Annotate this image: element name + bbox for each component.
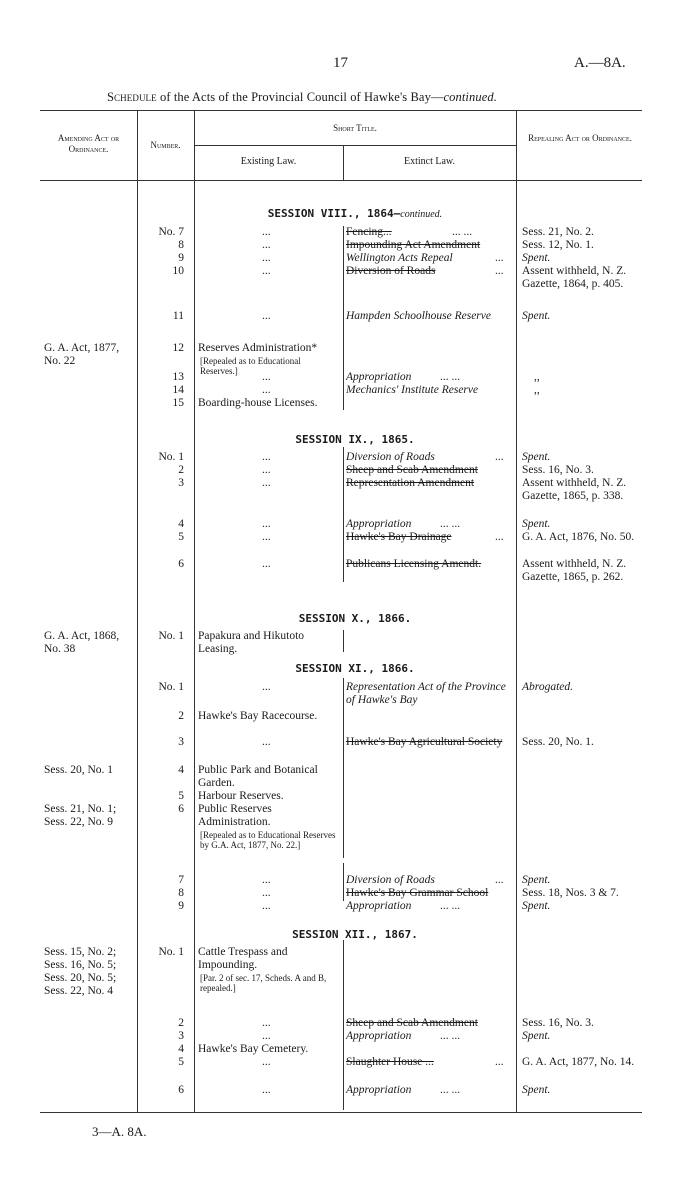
extinct-law: Appropriation (346, 900, 412, 912)
session-heading: SESSION XII., 1867. (292, 928, 418, 941)
schedule-title (107, 90, 497, 105)
act-number: 8 (178, 887, 184, 899)
repealing-act: Abrogated. (522, 681, 573, 693)
extinct-law: Hawke's Bay Drainage (346, 531, 452, 543)
act-number: 5 (178, 790, 184, 802)
act-number: 11 (172, 310, 184, 322)
short-title-subrule (194, 145, 516, 146)
repealing-act: Sess. 16, No. 3. (522, 464, 594, 476)
extinct-law: Mechanics' Institute Reserve (346, 384, 479, 396)
extinct-law: Sheep and Scab Amendment (346, 1017, 478, 1029)
extinct-law: Appropriation (346, 1084, 412, 1096)
repealing-act: Sess. 18, Nos. 3 & 7. (522, 887, 619, 899)
existing-law: ... (262, 1056, 271, 1068)
amending-act: Sess. 15, No. 2; Sess. 16, No. 5; Sess. 20, No. 5; Sess. 22, No. 4 (44, 946, 117, 997)
existing-law-note: [Par. 2 of sec. 17, Scheds. A and B, repealed.] (200, 973, 327, 993)
act-number: 3 (178, 736, 184, 748)
extinct-law: Diversion of Roads (346, 451, 435, 463)
page-number: 17 (333, 55, 348, 71)
extinct-law: Wellington Acts Repeal (346, 252, 453, 264)
amending-act: G. A. Act, 1868, No. 38 (44, 630, 120, 655)
existing-law: ... (262, 371, 271, 383)
leader-dots: ... (495, 1056, 504, 1068)
leader-dots: ... ... (440, 900, 461, 912)
existing-law: ... (262, 900, 271, 912)
repealing-act: Spent. (522, 1084, 551, 1096)
act-number: 9 (178, 252, 184, 264)
act-number: 5 (178, 1056, 184, 1068)
law-divider (343, 940, 344, 1110)
extinct-law: Hawke's Bay Grammar School (346, 887, 489, 899)
law-divider (343, 678, 344, 858)
leader-dots: ... (495, 531, 504, 543)
existing-law: Hawke's Bay Cemetery. (198, 1043, 309, 1055)
extinct-law: Representation Amendment (346, 477, 475, 489)
act-number: No. 1 (158, 630, 184, 642)
repealing-act: Spent. (522, 874, 551, 886)
act-number: 10 (172, 265, 184, 277)
act-number: 4 (178, 1043, 184, 1055)
existing-law: ... (262, 1017, 271, 1029)
repealing-act: G. A. Act, 1877, No. 14. (522, 1056, 635, 1068)
header-extinct-law: Extinct Law. (403, 156, 455, 167)
extinct-law: Impounding Act Amendment (346, 239, 481, 251)
existing-law: ... (262, 239, 271, 251)
extinct-law: Appropriation (346, 371, 412, 383)
leader-dots: ... ... (440, 1084, 461, 1096)
leader-dots: ... (495, 451, 504, 463)
act-number: 2 (178, 1017, 184, 1029)
existing-law: ... (262, 1030, 271, 1042)
act-number: No. 1 (158, 946, 184, 958)
existing-law: ... (262, 310, 271, 322)
act-number: 13 (172, 371, 184, 383)
act-number: 3 (178, 1030, 184, 1042)
act-number: 9 (178, 900, 184, 912)
act-number: 2 (178, 710, 184, 722)
header-existing-law: Existing Law. (240, 156, 297, 167)
repealing-act: ,, (534, 371, 540, 383)
existing-law: Harbour Reserves. (198, 790, 284, 802)
act-number: No. 1 (158, 451, 184, 463)
repealing-act: Assent withheld, N. Z. Gazette, 1865, p. 338. (522, 477, 627, 502)
header-short-title: Short Title. (333, 123, 377, 133)
existing-law: ... (262, 518, 271, 530)
header-amending: Amending Act or Ordinance. (57, 133, 120, 154)
existing-law: Papakura and Hikutoto Leasing. (198, 630, 305, 655)
leader-dots: ... (495, 252, 504, 264)
existing-law: ... (262, 477, 271, 489)
existing-law: Public Park and Botanical Garden. (198, 764, 318, 789)
act-number: 2 (178, 464, 184, 476)
document-reference: A.—8A. (574, 55, 626, 71)
table-bottom-rule (40, 1112, 642, 1113)
session-heading: SESSION IX., 1865. (295, 433, 415, 446)
existing-law: ... (262, 252, 271, 264)
existing-law-note: [Repealed as to Educational Reserves by G.A. Act, 1877, No. 22.] (200, 830, 336, 850)
extinct-law: Diversion of Roads (346, 874, 435, 886)
act-number: 6 (178, 1084, 184, 1096)
existing-law: Public Reserves Administration. (198, 803, 272, 828)
existing-law: ... (262, 384, 271, 396)
act-number: 4 (178, 518, 184, 530)
leader-dots: ... ... (452, 226, 473, 238)
column-divider (516, 110, 517, 1112)
repealing-act: Spent. (522, 310, 551, 322)
existing-law: ... (262, 226, 271, 238)
repealing-act: Sess. 16, No. 3. (522, 1017, 594, 1029)
column-divider (137, 110, 138, 1112)
law-divider (343, 447, 344, 582)
repealing-act: Spent. (522, 451, 551, 463)
act-number: No. 1 (158, 681, 184, 693)
law-divider (343, 630, 344, 652)
act-number: 14 (172, 384, 184, 396)
repealing-act: ,, (534, 384, 540, 396)
act-number: 4 (178, 764, 184, 776)
existing-law: Reserves Administration* (198, 342, 318, 354)
extinct-law: Hawke's Bay Agricultural Society (346, 736, 503, 748)
repealing-act: G. A. Act, 1876, No. 50. (522, 531, 635, 543)
repealing-act: Spent. (522, 252, 551, 264)
extinct-law: Fencing... (346, 226, 392, 238)
existing-law: Cattle Trespass and Impounding. (198, 946, 288, 971)
session-heading: SESSION X., 1866. (298, 612, 412, 625)
existing-law: ... (262, 265, 271, 277)
header-repealing: Repealing Act or Ordinance. (528, 133, 632, 143)
existing-law: ... (262, 1084, 271, 1096)
act-number: 6 (178, 803, 184, 815)
session-heading: SESSION VIII., 1864—continued. (267, 207, 443, 220)
title-text: of the Acts of the Provincial Council of Hawke's Bay— (156, 90, 444, 104)
leader-dots: ... (495, 874, 504, 886)
repealing-act: Spent. (522, 900, 551, 912)
act-number: 3 (178, 477, 184, 489)
existing-law: ... (262, 531, 271, 543)
leader-dots: ... (495, 265, 504, 277)
law-divider (343, 863, 344, 901)
act-number: 5 (178, 531, 184, 543)
existing-law: ... (262, 681, 271, 693)
repealing-act: Spent. (522, 518, 551, 530)
act-number: 15 (172, 397, 184, 409)
act-number: 12 (172, 342, 184, 354)
existing-law: Boarding-house Licenses. (198, 397, 318, 409)
existing-law: ... (262, 558, 271, 570)
existing-law: ... (262, 887, 271, 899)
act-number: 7 (178, 874, 184, 886)
amending-act: Sess. 21, No. 1; Sess. 22, No. 9 (44, 803, 117, 828)
existing-law: ... (262, 874, 271, 886)
act-number: 6 (178, 558, 184, 570)
column-divider (194, 110, 195, 1112)
existing-law: ... (262, 464, 271, 476)
repealing-act: Assent withheld, N. Z. Gazette, 1865, p. 262. (522, 558, 627, 583)
title-continued: continued. (443, 90, 497, 104)
existing-law: ... (262, 451, 271, 463)
title-schedule: Schedule (107, 90, 157, 104)
extinct-law: Slaughter House ... (346, 1056, 434, 1068)
law-divider (343, 226, 344, 410)
repealing-act: Assent withheld, N. Z. Gazette, 1864, p. 405. (522, 265, 627, 290)
act-number: No. 7 (158, 226, 184, 238)
repealing-act: Sess. 20, No. 1. (522, 736, 594, 748)
existing-law-note: [Repealed as to Educational Reserves.] (200, 356, 301, 376)
extinct-law: Appropriation (346, 518, 412, 530)
extinct-law: Publicans Licensing Amendt. (346, 558, 482, 570)
extinct-law: Representation Act of the Province of Hawke's Bay (346, 681, 506, 706)
amending-act: G. A. Act, 1877, No. 22 (44, 342, 120, 367)
repealing-act: Spent. (522, 1030, 551, 1042)
existing-law: Hawke's Bay Racecourse. (198, 710, 318, 722)
leader-dots: ... ... (440, 1030, 461, 1042)
table-top-rule (40, 110, 642, 111)
extinct-law: Diversion of Roads (346, 265, 436, 277)
extinct-law: Sheep and Scab Amendment (346, 464, 478, 476)
header-number: Number. (150, 140, 181, 150)
leader-dots: ... ... (440, 518, 461, 530)
repealing-act: Sess. 12, No. 1. (522, 239, 594, 251)
extinct-law: Appropriation (346, 1030, 412, 1042)
amending-act: Sess. 20, No. 1 (44, 764, 114, 776)
header-bottom-rule (40, 180, 642, 181)
existing-law: ... (262, 736, 271, 748)
session-heading: SESSION XI., 1866. (295, 662, 415, 675)
page-footer: 3—A. 8A. (92, 1124, 147, 1139)
act-number: 8 (178, 239, 184, 251)
extinct-law: Hampden Schoolhouse Reserve (346, 310, 491, 322)
repealing-act: Sess. 21, No. 2. (522, 226, 594, 238)
leader-dots: ... ... (440, 371, 461, 383)
